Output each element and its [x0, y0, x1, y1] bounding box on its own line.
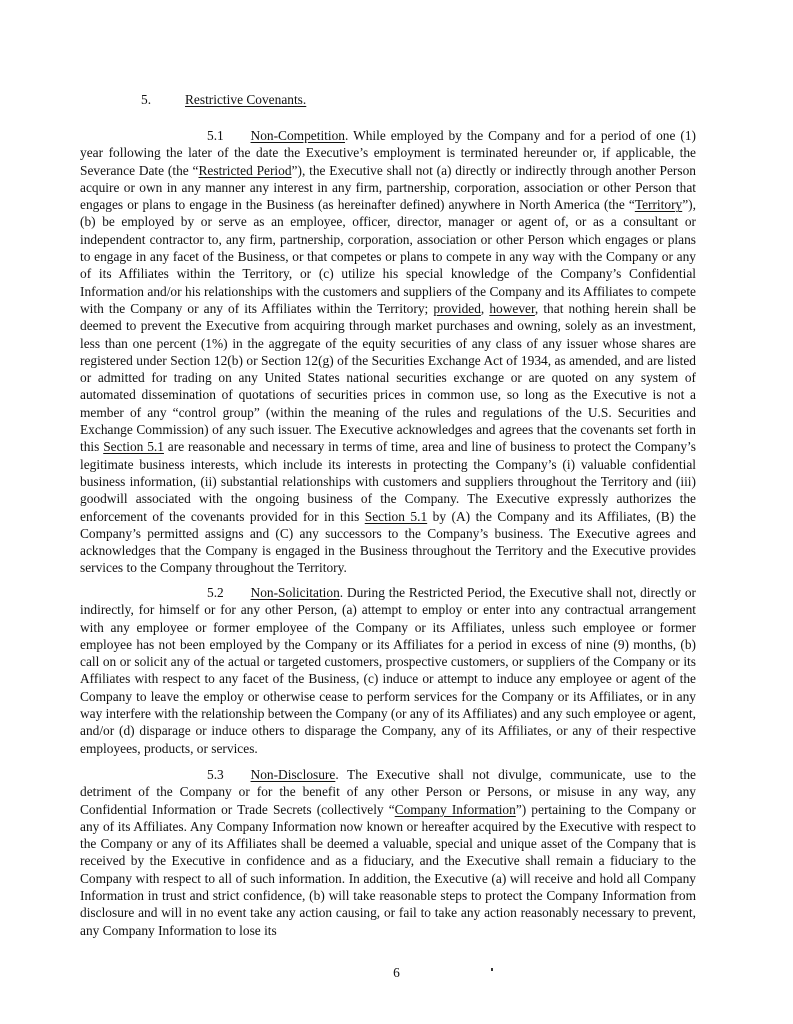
paragraph-text: ,	[480, 300, 490, 316]
defined-term: Territory	[634, 197, 683, 213]
paragraph-non-solicitation	[80, 584, 696, 757]
emphasis-term: provided	[433, 300, 481, 316]
section-heading	[141, 91, 306, 108]
paragraph-number: 5.3	[207, 767, 224, 782]
paragraph-text: by (A) the Company and its Affiliates, (B) the Company’s permitted assigns and (C) any successors to the Company’s business. The Executive agrees and acknowledges that the Company is engaged in the Business throughout the Territory and the Executive provides services to the Company throughout the Territory.	[80, 508, 696, 576]
paragraph-text: ”) pertaining to the Company or any of its Affiliates. Any Company Information now known or hereafter acquired by the Executive with respect to the Company or any of its Affiliates shall be deemed a valuable, special and unique asset of the Company that is received by the Executive in confidence and as a fiduciary, and the Executive shall remain a fiduciary to the Company with respect to all of such information. In addition, the Executive (a) will receive and hold all Company Information in trust and strict confidence, (b) will take reasonable steps to protect the Company Information from disclosure and will in no event take any action causing, or fail to take any action reasonably necessary to prevent, any Company Information to lose its	[80, 801, 696, 938]
paragraph-number: 5.2	[207, 585, 224, 600]
page-number: 6	[393, 965, 400, 980]
paragraph-title: Non-Solicitation	[250, 585, 340, 600]
paragraph-title: Non-Disclosure	[250, 767, 336, 782]
paragraph-title: Non-Competition	[250, 128, 346, 143]
paragraph-text: . The Executive shall not divulge, communicate, use to the detriment of the Company or for the benefit of any other Person or Persons, or misuse in any way, any Confidential Information or Trade Secrets (collectively “	[80, 767, 696, 817]
paragraph-text: are reasonable and necessary in terms of time, area and line of business to protect the Company’s legitimate business interests, which include its interests in protecting the Company’s (i) valuable confidential business information, (ii) substantial relationships with customers and suppliers throughout the Territory and (iii) goodwill associated with the ongoing business of the Company. The Executive expressly authorizes the enforcement of the covenants provided for in this	[80, 439, 696, 524]
paragraph-text: ”), the Executive shall not (a) directly or indirectly through another Person acquire or own in any manner any interest in any firm, partnership, corporation, association or other Person that engages or plans to engage in the Business (as hereinafter defined) anywhere in North America (the “	[80, 162, 696, 213]
paragraph-text: , that nothing herein shall be deemed to prevent the Executive from acquiring through market purchases and owning, solely as an investment, less than one percent (1%) in the aggregate of the equity securities of any class of any issuer whose shares are registered under Section 12(b) or Section 12(g) of the Securities Exchange Act of 1934, as amended, and are listed or admitted for trading on any United States national securities exchange or are quoted on any system of automated dissemination of quotations of securities prices in common use, so long as the Executive is not a member of any “control group” (within the meaning of the rules and regulations of the U.S. Securities and Exchange Commission) of any such issuer. The Executive acknowledges and agrees that the covenants set forth in this	[80, 300, 696, 455]
section-reference: Section 5.1	[364, 508, 428, 524]
paragraph-text: . While employed by the Company and for a period of one (1) year following the later of the date the Executive’s employment is terminated hereunder or, if applicable, the Severance Date (the “	[80, 128, 696, 178]
defined-term: Restricted Period	[198, 162, 292, 178]
paragraph-non-disclosure	[80, 766, 696, 939]
paragraph-text: ”), (b) be employed by or serve as an employee, officer, director, manager or agent of, or as a consultant or independent contractor to, any firm, partnership, corporation, association or other Person which engages or plans to engage in any facet of the Business, or that competes or plans to compete in any way with the Company or any of its Affiliates within the Territory, or (c) utilize his special knowledge of the Company’s Confidential Information and/or his relationships with the customers and suppliers of the Company and its Affiliates to compete with the Company or any of its Affiliates within the Territory;	[80, 197, 696, 316]
paragraph-non-competition	[80, 127, 696, 577]
defined-term: Company Information	[394, 801, 516, 817]
scan-speck	[491, 968, 493, 971]
section-heading-title: Restrictive Covenants.	[185, 92, 307, 107]
section-reference: Section 5.1	[103, 439, 164, 455]
emphasis-term: however	[489, 300, 535, 316]
paragraph-number: 5.1	[207, 128, 224, 143]
section-heading-number: 5.	[141, 92, 152, 107]
paragraph-text: . During the Restricted Period, the Executive shall not, directly or indirectly, for himself or for any other Person, (a) attempt to employ or enter into any contractual arrangement with any employee or former employee of the Company or its Affiliates, unless such employee or former employee has not been employed by the Company or its Affiliates for a period in excess of nine (9) months, (b) call on or solicit any of the actual or targeted customers, prospective customers, or suppliers of the Company or its Affiliates with respect to any facet of the Business, (c) induce or attempt to induce any employee or agent of the Company to leave the employ or otherwise cease to perform services for the Company or its Affiliates, or in any way interfere with the relationship between the Company (or any of its Affiliates) and any such employee or agent, and/or (d) disparage or induce others to disparage the Company, any of its Affiliates, or any of their respective employees, products, or services.	[80, 585, 696, 756]
